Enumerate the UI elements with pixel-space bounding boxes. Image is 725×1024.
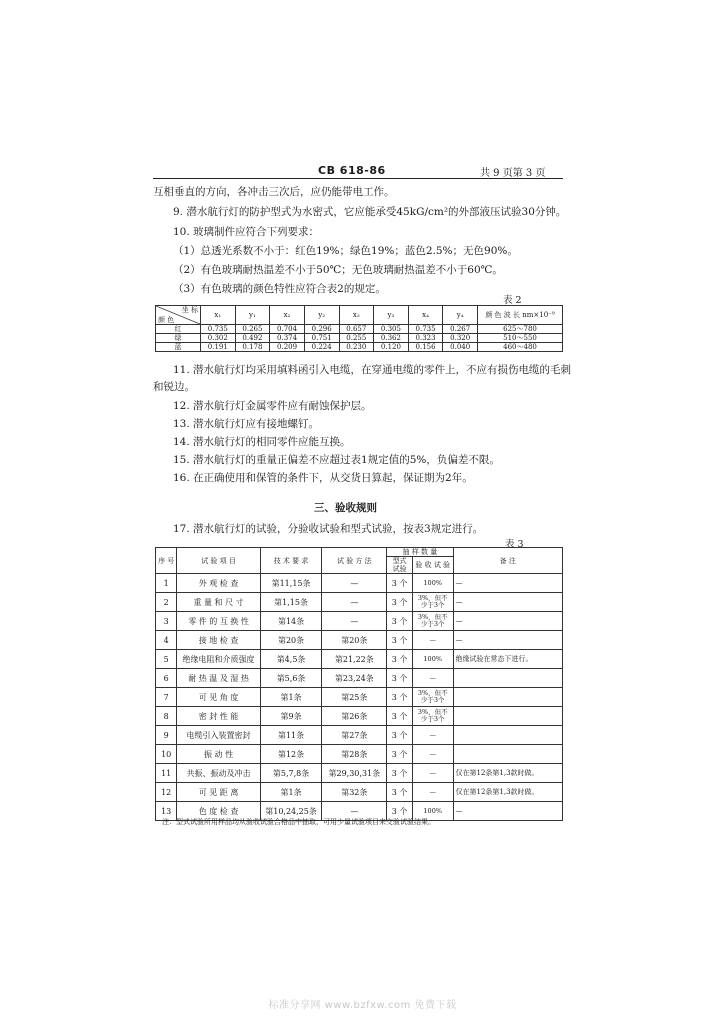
cell-method: 第26条 [322,707,387,726]
cell-remark: — [453,802,562,821]
value-cell: 0.265 [235,325,270,334]
table2-header: y₃ [374,306,409,325]
table2-row [156,334,563,343]
paragraph-15: 15. 潜水航行灯的重量正偏差不应超过表1规定值的5%，负偏差不限。 [173,454,500,466]
paragraph-8-cont: 互相垂直的方向，各冲击三次后，应仍能带电工作。 [153,186,395,198]
cell-item: 色 度 检 查 [177,802,260,821]
table3-note: 注：型式试验所用样品均从验收试验合格品中抽取，可用少量试验项目来交验试验结果。 [162,818,435,826]
paragraph-10-2: （2）有色玻璃耐热温差不小于50℃；无色玻璃耐热温差不小于60℃。 [173,264,503,276]
value-cell: 0.296 [304,325,339,334]
cell-method: — [322,574,387,593]
value-cell: 0.255 [339,334,374,343]
cell-acc: — [412,783,453,802]
cell-tech: 第5,6条 [260,669,322,688]
paragraph-11-cont: 和锐边。 [153,381,195,393]
value-cell: 0.657 [339,325,374,334]
paragraph-10: 10. 玻璃制件应符合下列要求： [173,226,320,238]
color-cell: 红 [156,325,201,334]
table-row [156,631,563,650]
value-cell: 0.209 [270,343,305,352]
paragraph-16: 16. 在正确使用和保管的条件下，从交货日算起，保证期为2年。 [173,472,473,484]
cell-type: 3 个 [387,631,413,650]
cell-remark [453,707,562,726]
value-cell: 0.751 [304,334,339,343]
color-cell: 绿 [156,334,201,343]
cell-tech: 第5,7,8条 [260,764,322,783]
table-row [156,764,563,783]
value-cell: 0.323 [408,334,443,343]
cell-method: 第21,22条 [322,650,387,669]
table2-header: y₁ [235,306,270,325]
table2-header: x₃ [339,306,374,325]
value-cell: 0.735 [201,325,236,334]
cell-remark: — [453,593,562,612]
paragraph-13: 13. 潜水航行灯应有接地螺钉。 [173,418,320,430]
cell-tech: 第4,5条 [260,650,322,669]
paragraph-12: 12. 潜水航行灯金属零件应有耐蚀保护层。 [173,400,372,412]
value-cell: 0.191 [201,343,236,352]
cell-tech: 第14条 [260,612,322,631]
value-cell: 0.267 [443,325,478,334]
table-row [156,612,563,631]
table2-header: x₂ [270,306,305,325]
cell-method: 第29,30,31条 [322,764,387,783]
table-row [156,783,563,802]
cell-no: 11 [156,764,177,783]
standard-code: CB 618-86 [318,164,386,177]
cell-method: — [322,612,387,631]
value-cell: 0.120 [374,343,409,352]
cell-type: 3 个 [387,783,413,802]
cell-tech: 第1条 [260,688,322,707]
value-cell: 460～480 [478,343,563,352]
cell-item: 绝缘电阻和介质强度 [177,650,260,669]
cell-type: 3 个 [387,612,413,631]
test-table [155,547,563,821]
value-cell: 625～780 [478,325,563,334]
cell-tech: 第11条 [260,726,322,745]
table2-header-wavelength: 颜 色 波 长 nm×10⁻⁹ [478,306,563,325]
value-cell: 510～550 [478,334,563,343]
value-cell: 0.492 [235,334,270,343]
table-row [156,669,563,688]
corner-bottom-label: 颜 色 [158,316,175,324]
section-title: 三、验收规则 [314,502,377,514]
cell-no: 13 [156,802,177,821]
table-row [156,688,563,707]
cell-type: 3 个 [387,707,413,726]
table2-header: x₄ [408,306,443,325]
header-item: 试 验 项 目 [177,548,260,574]
watermark: 标准分享网 www.bzfxw.com 免费下载 [268,1000,457,1011]
color-table [155,305,563,352]
header-remark: 备 注 [453,548,562,574]
table2-corner-cell [156,306,201,325]
header-rule [153,178,563,179]
cell-item: 可 见 距 离 [177,783,260,802]
cell-acc: 100% [412,802,453,821]
value-cell: 0.704 [270,325,305,334]
cell-no: 4 [156,631,177,650]
header-tech: 技 术 要 求 [260,548,322,574]
cell-no: 7 [156,688,177,707]
cell-acc: — [412,631,453,650]
table2-header: y₄ [443,306,478,325]
value-cell: 0.040 [443,343,478,352]
cell-no: 6 [156,669,177,688]
cell-remark [453,745,562,764]
cell-method: — [322,802,387,821]
cell-tech: 第20条 [260,631,322,650]
value-cell: 0.320 [443,334,478,343]
cell-no: 5 [156,650,177,669]
value-cell: 0.735 [408,325,443,334]
cell-item: 可 见 角 度 [177,688,260,707]
paragraph-10-3: （3）有色玻璃的颜色特性应符合表2的规定。 [173,283,386,295]
paragraph-14: 14. 潜水航行灯的相同零件应能互换。 [173,436,351,448]
cell-method: 第20条 [322,631,387,650]
table2-caption: 表 2 [503,295,522,306]
cell-remark: 仅在第12条第1,3款时做。 [453,783,562,802]
cell-type: 3 个 [387,593,413,612]
paragraph-9: 9. 潜水航行灯的防护型式为水密式，它应能承受45kG/cm²的外部液压试验30分钟。 [173,206,567,218]
header-type-test: 型式 试验 [387,557,413,574]
cell-type: 3 个 [387,745,413,764]
table-row [156,745,563,764]
paragraph-10-1: （1）总透光系数不小于：红色19%；绿色19%；蓝色2.5%；无色90%。 [173,245,518,257]
cell-tech: 第12条 [260,745,322,764]
cell-tech: 第9条 [260,707,322,726]
cell-no: 10 [156,745,177,764]
cell-item: 重 量 和 尺 寸 [177,593,260,612]
cell-no: 9 [156,726,177,745]
cell-item: 零 件 的 互 换 性 [177,612,260,631]
cell-remark [453,669,562,688]
cell-tech: 第1条 [260,783,322,802]
cell-item: 电缆引入装置密封 [177,726,260,745]
table2-header: x₁ [201,306,236,325]
cell-acc: — [412,745,453,764]
header-sample: 抽 样 数 量 [387,548,453,557]
value-cell: 0.362 [374,334,409,343]
cell-acc: — [412,726,453,745]
table-row [156,593,563,612]
cell-remark: 绝缘试验在常态下进行。 [453,650,562,669]
header-no: 序 号 [156,548,177,574]
cell-type: 3 个 [387,669,413,688]
table2-header: y₂ [304,306,339,325]
cell-no: 3 [156,612,177,631]
corner-top-label: 坐 标 [181,306,198,314]
header-method: 试 验 方 法 [322,548,387,574]
value-cell: 0.302 [201,334,236,343]
cell-acc: 3%，但不少于3个 [412,593,453,612]
cell-acc: — [412,669,453,688]
cell-item: 耐 热 温 及 湿 热 [177,669,260,688]
table2-row [156,343,563,352]
cell-acc: 100% [412,574,453,593]
value-cell: 0.178 [235,343,270,352]
cell-acc: 3%，但不少于3个 [412,707,453,726]
cell-item: 外 观 检 查 [177,574,260,593]
cell-remark [453,688,562,707]
cell-remark: — [453,631,562,650]
cell-no: 1 [156,574,177,593]
value-cell: 0.224 [304,343,339,352]
cell-no: 12 [156,783,177,802]
cell-no: 8 [156,707,177,726]
cell-remark [453,726,562,745]
cell-acc: — [412,764,453,783]
cell-item: 共振、振动及冲击 [177,764,260,783]
paragraph-11: 11. 潜水航行灯均采用填料函引入电缆，在穿通电缆的零件上，不应有损伤电缆的毛刺 [173,364,572,376]
cell-tech: 第10,24,25条 [260,802,322,821]
color-cell: 蓝 [156,343,201,352]
cell-method: 第27条 [322,726,387,745]
table-row [156,726,563,745]
cell-acc: 3%，但不少于3个 [412,612,453,631]
value-cell: 0.230 [339,343,374,352]
cell-type: 3 个 [387,764,413,783]
cell-remark: — [453,612,562,631]
header-acceptance: 验 收 试 验 [412,557,453,574]
value-cell: 0.374 [270,334,305,343]
table2-row [156,325,563,334]
table3-caption: 表 3 [505,539,524,550]
cell-tech: 第11,15条 [260,574,322,593]
paragraph-17: 17. 潜水航行灯的试验，分验收试验和型式试验，按表3规定进行。 [173,523,484,535]
cell-method: 第25条 [322,688,387,707]
cell-item: 密 封 性 能 [177,707,260,726]
cell-method: 第28条 [322,745,387,764]
cell-acc: 3%，但不少于3个 [412,688,453,707]
cell-method: — [322,593,387,612]
value-cell: 0.156 [408,343,443,352]
table-row [156,574,563,593]
cell-method: 第32条 [322,783,387,802]
cell-item: 振 动 性 [177,745,260,764]
cell-method: 第23,24条 [322,669,387,688]
cell-item: 接 地 检 查 [177,631,260,650]
table3-body [156,574,563,821]
cell-remark: — [453,574,562,593]
page-info: 共 9 页第 3 页 [480,168,546,179]
cell-remark: 仅在第12条第1,3款时做。 [453,764,562,783]
cell-type: 3 个 [387,574,413,593]
value-cell: 0.305 [374,325,409,334]
cell-type: 3 个 [387,650,413,669]
cell-acc: 100% [412,650,453,669]
table-row [156,707,563,726]
cell-no: 2 [156,593,177,612]
cell-type: 3 个 [387,726,413,745]
cell-type: 3 个 [387,802,413,821]
table-row [156,650,563,669]
cell-type: 3 个 [387,688,413,707]
cell-tech: 第1,15条 [260,593,322,612]
